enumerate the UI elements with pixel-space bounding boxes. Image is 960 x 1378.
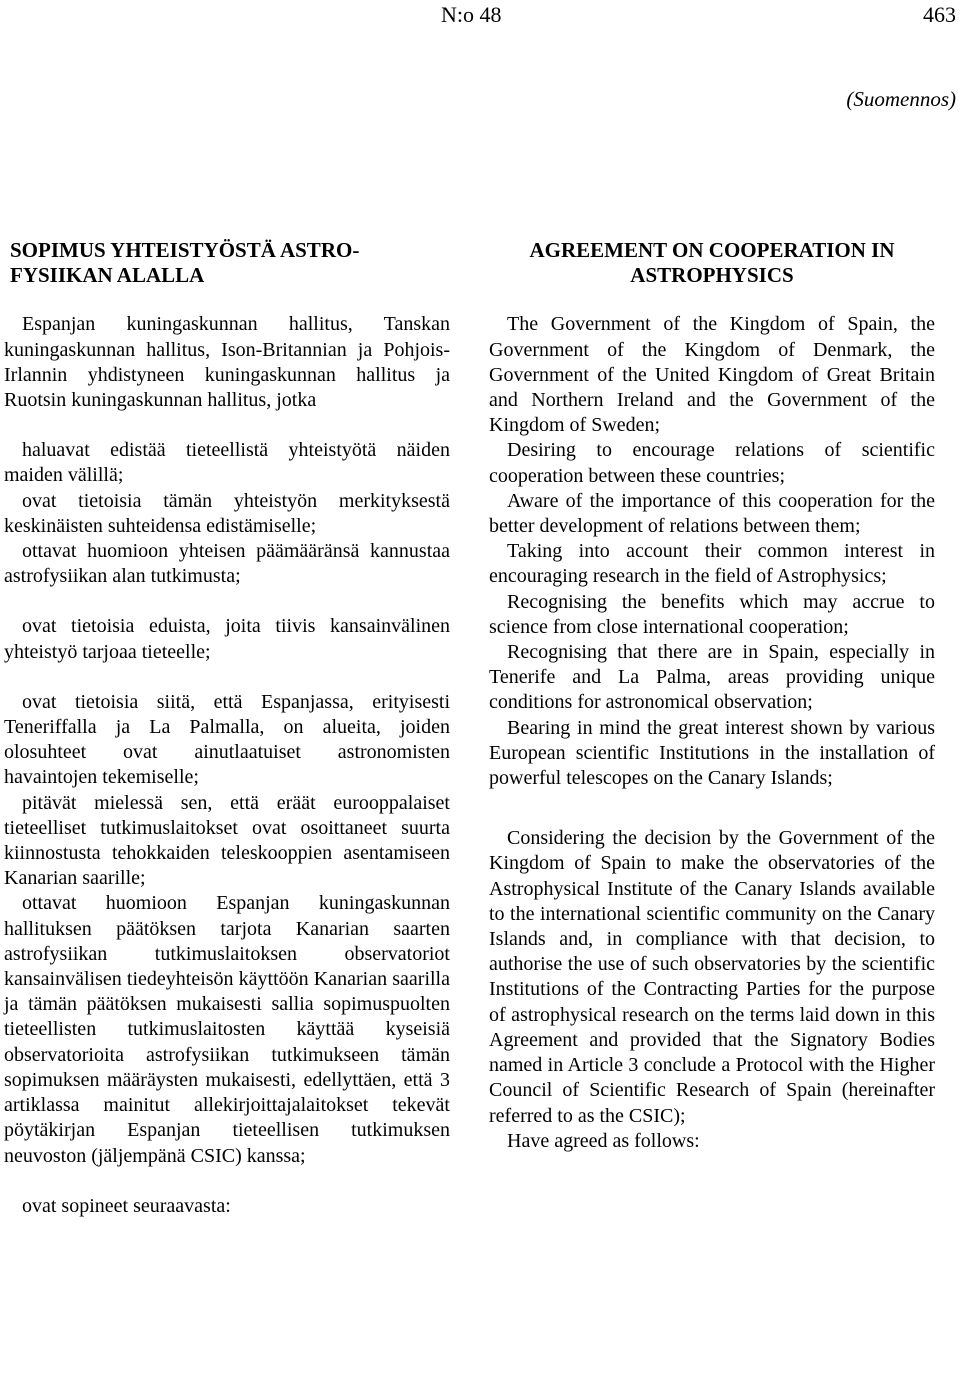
finnish-paragraph: ovat sopineet seuraavasta: — [22, 1194, 231, 1217]
page-header — [0, 0, 960, 30]
finnish-paragraph: pitävät mielessä sen, että eräät eurooppalaiset tieteelliset tutkimuslaitokset ovat osoittaneet suurta kiinnostusta tehokkaiden teleskooppien asentamiseen Kanarian saarille; — [4, 791, 450, 890]
english-paragraph: Recognising that there are in Spain, especially in Tenerife and La Palma, areas providing unique conditions for astronomical observation; — [489, 641, 935, 714]
english-title: AGREEMENT ON COOPERATION IN ASTROPHYSICS — [529, 238, 895, 288]
finnish-paragraph: Espanjan kuningaskunnan hallitus, Tanskan kuningaskunnan hallitus, Ison-Britannian ja Pohjois-Irlannin yhdistyneen kuningaskunnan hallitus ja Ruotsin kuningaskunnan hallitus, jotka — [4, 313, 450, 412]
english-paragraph: Bearing in mind the great interest shown by various European scientific Institutions in the installation of powerful telescopes on the Canary Islands; — [489, 716, 935, 790]
english-column — [489, 238, 935, 1154]
page-number: 463 — [923, 2, 956, 27]
english-paragraph: Have agreed as follows: — [507, 1129, 700, 1152]
english-paragraph: Aware of the importance of this cooperation for the better development of relations between them; — [489, 489, 935, 538]
english-paragraph: Taking into account their common interest in encouraging research in the field of Astrophysics; — [489, 540, 935, 588]
finnish-paragraph: ottavat huomioon Espanjan kuningaskunnan hallituksen päätöksen tarjota Kanarian saarten astrofysiikan tutkimuslaitoksen observatoriot kansainvälisen tiedeyhteisön käyttöön Kanarian saarilla ja tämän päätöksen mukaisesti sallia sopimuspuolten tieteellisten tutkimuslaitosten käyttää kyseisiä observatorioita astrofysiikan tutkimukseen tämän sopimuksen määräysten mukaisesti, edellyttäen, että 3 artiklassa mainitut allekirjoittajalaitokset tekevät pöytäkirjan Espanjan tieteellisen tutkimuksen neuvoston (jäljempänä CSIC) kanssa; — [4, 892, 450, 1167]
finnish-paragraph: ovat tietoisia eduista, joita tiivis kansainvälinen yhteistyö tarjoaa tieteelle; — [4, 615, 450, 663]
finnish-paragraph: ovat tietoisia tämän yhteistyön merkityksestä keskinäisten suhteidensa edistämiselle; — [4, 489, 450, 537]
english-paragraph: Recognising the benefits which may accrue to science from close international cooperation; — [489, 590, 935, 638]
english-paragraph: The Government of the Kingdom of Spain, the Government of the Kingdom of Denmark, the Government of the United Kingdom of Great Britain and Northern Ireland and the Government of the Kingdom of Sweden; — [489, 313, 935, 437]
finnish-paragraph: ovat tietoisia siitä, että Espanjassa, erityisesti Teneriffalla ja La Palmalla, on alueita, joiden olosuhteet ovat ainutlaatuiset astronomisten havaintojen tekemiselle; — [4, 690, 450, 789]
english-paragraph: Desiring to encourage relations of scientific cooperation between these countries; — [489, 439, 935, 487]
finnish-paragraph: ottavat huomioon yhteisen päämääränsä kannustaa astrofysiikan alan tutkimusta; — [4, 540, 450, 588]
finnish-title: SOPIMUS YHTEISTYÖSTÄ ASTRO-FYSIIKAN ALALLA — [10, 238, 360, 288]
finnish-column — [4, 238, 450, 1219]
english-paragraph: Considering the decision by the Government of the Kingdom of Spain to make the observatories of the Astrophysical Institute of the Canary Islands available to the international scientific community on the Canary Islands and, in compliance with that decision, to authorise the use of such observatories by the scientific Institutions of the Contracting Parties for the purpose of astrophysical research on the terms laid down in this Agreement and provided that the Signatory Bodies named in Article 3 conclude a Protocol with the Higher Council of Scientific Research of Spain (hereinafter referred to as the CSIC); — [489, 827, 935, 1127]
issue-number: N:o 48 — [441, 2, 502, 27]
finnish-paragraph: haluavat edistää tieteellistä yhteistyötä näiden maiden välillä; — [4, 439, 450, 487]
translation-note: (Suomennos) — [846, 87, 956, 111]
